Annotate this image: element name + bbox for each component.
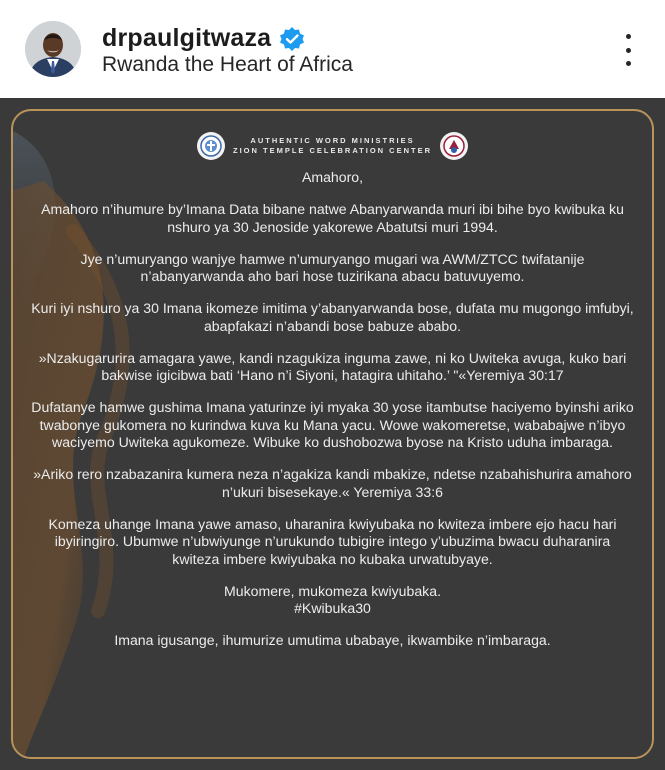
hashtag-kwibuka30[interactable]: #Kwibuka30: [294, 600, 371, 616]
org-line-1: AUTHENTIC WORD MINISTRIES: [250, 136, 415, 145]
closing-line: Mukomere, mukomeza kwiyubaka.: [224, 582, 441, 599]
paragraph-3: Kuri iyi nshuro ya 30 Imana ikomeze imitima y’abanyarwanda bose, dufata mu mugongo imfubyi, abapfakazi n’abandi bose babuze ababo.: [31, 300, 634, 334]
greeting: Amahoro,: [301, 169, 364, 185]
org-line-2: ZION TEMPLE CELEBRATION CENTER: [232, 146, 433, 155]
awm-logo-icon: [197, 132, 225, 160]
ztcc-logo-icon: [440, 132, 468, 160]
username-row: [102, 24, 305, 53]
more-options-icon[interactable]: [623, 34, 633, 66]
profile-avatar[interactable]: [25, 21, 81, 77]
verified-badge-icon: [279, 26, 305, 52]
ministry-logos: [13, 130, 652, 162]
ministry-name: [233, 136, 432, 156]
scripture-jeremiah-33: »Ariko rero nzabazanira kumera neza n’agakiza kandi mbakize, ndetse nzabahishurira amahoro n’ukuri bisesekaye.« Yeremiya 33:6: [33, 466, 632, 500]
blessing-line: Imana igusange, ihumurize umutima ubabaye, ikwambike n’imbaraga.: [114, 632, 551, 648]
username[interactable]: drpaulgitwaza: [102, 24, 272, 52]
paragraph-5: Dufatanye hamwe gushima Imana yaturinze iyi myaka 30 yose itambutse haciyemo byinshi ariko twabonye gukomera no kurindwa kuva ku Mana yacu. Wowe wakomeretse, wababajwe n’ibyo waciyemo Uwiteka agukomeze. Wibuke ko dushobozwa byose na Kristo uduha imbaraga.: [31, 399, 634, 450]
message-text: [13, 169, 652, 664]
post-header: [0, 0, 665, 98]
paragraph-2: Jye n’umuryango wanjye hamwe n’umuryango mugari wa AWM/ZTCC twifatanije n’abanyarwanda aho bari hose tuzirikana abacu batuvuyemo.: [80, 250, 585, 284]
post-image: [0, 98, 665, 770]
location-subtitle[interactable]: Rwanda the Heart of Africa: [102, 53, 353, 76]
paragraph-7: Komeza uhange Imana yawe amaso, uharanira kwiyubaka no kwiteza imbere ejo hacu hari ibyiringiro. Ubumwe n’ubwiyunge n’urukundo tubigire intego y’ubuzima bwacu duharanira kwiteza imbere kwiyubaka no kubaka urwatubyaye.: [48, 515, 617, 567]
message-card: [11, 109, 654, 759]
paragraph-1: Amahoro n’ihumure by’Imana Data bibane natwe Abanyarwanda muri ibi bihe byo kwibuka ku nshuro ya 30 Jenoside yakorewe Abatutsi muri 1994.: [41, 201, 624, 235]
avatar-photo-icon: [25, 21, 81, 77]
scripture-jeremiah-30: »Nzakugarurira amagara yawe, kandi nzagukiza inguma zawe, ni ko Uwiteka avuga, kuko bari bakwise igicibwa bati ‘Hano n’i Siyoni, hatagira uhitaho.’ "«Yeremiya 30:17: [38, 349, 627, 383]
